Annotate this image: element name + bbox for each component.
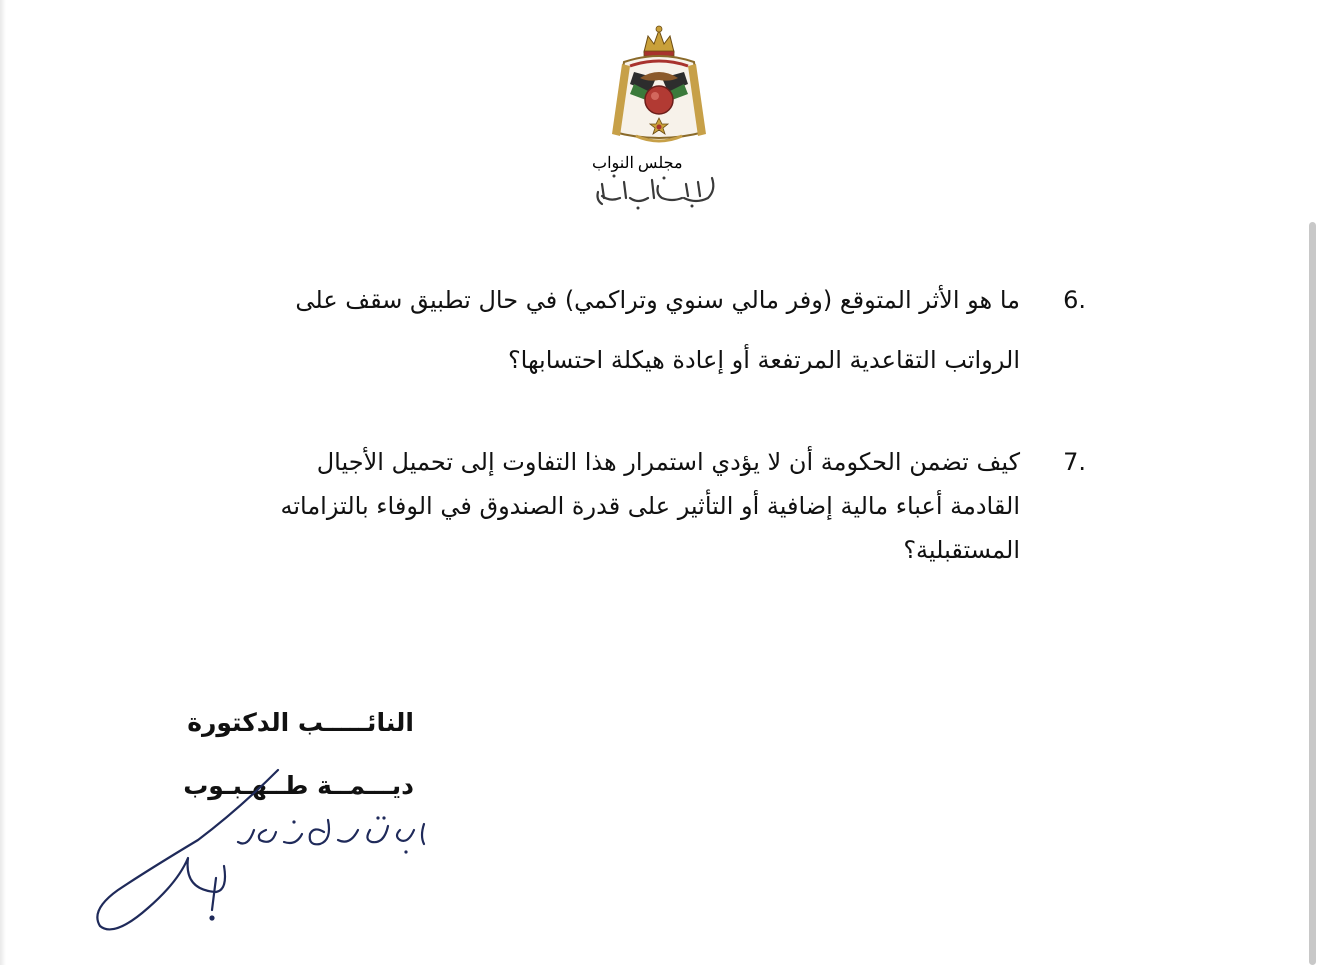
handwritten-signature xyxy=(88,790,438,940)
scrollbar-thumb[interactable] xyxy=(1309,222,1316,965)
signer-name: ديـــمــة طــهـبـوب xyxy=(183,771,414,800)
question-line: القادمة أعباء مالية إضافية أو التأثير على قدرة الصندوق في الوفاء بالتزاماته xyxy=(280,492,1020,520)
question-6 xyxy=(200,286,1086,396)
question-7 xyxy=(200,448,1086,578)
royal-coat-of-arms-icon xyxy=(600,22,718,152)
scrollbar-track[interactable] xyxy=(1306,0,1320,965)
page-edge xyxy=(0,0,6,965)
question-number: 7. xyxy=(1063,448,1086,476)
question-line: كيف تضمن الحكومة أن لا يؤدي استمرار هذا التفاوت إلى تحميل الأجيال xyxy=(316,448,1020,476)
question-number: 6. xyxy=(1063,286,1086,314)
parliament-logo-calligraphy xyxy=(592,155,724,214)
signer-title: النائـــــب الدكتورة xyxy=(187,708,414,737)
question-line: ما هو الأثر المتوقع (وفر مالي سنوي وتراكمي) في حال تطبيق سقف على xyxy=(295,286,1020,314)
logo-text: مجلس النواب xyxy=(592,155,683,172)
question-line: الرواتب التقاعدية المرتفعة أو إعادة هيكلة احتسابها؟ xyxy=(507,346,1020,374)
question-line: المستقبلية؟ xyxy=(903,536,1020,564)
